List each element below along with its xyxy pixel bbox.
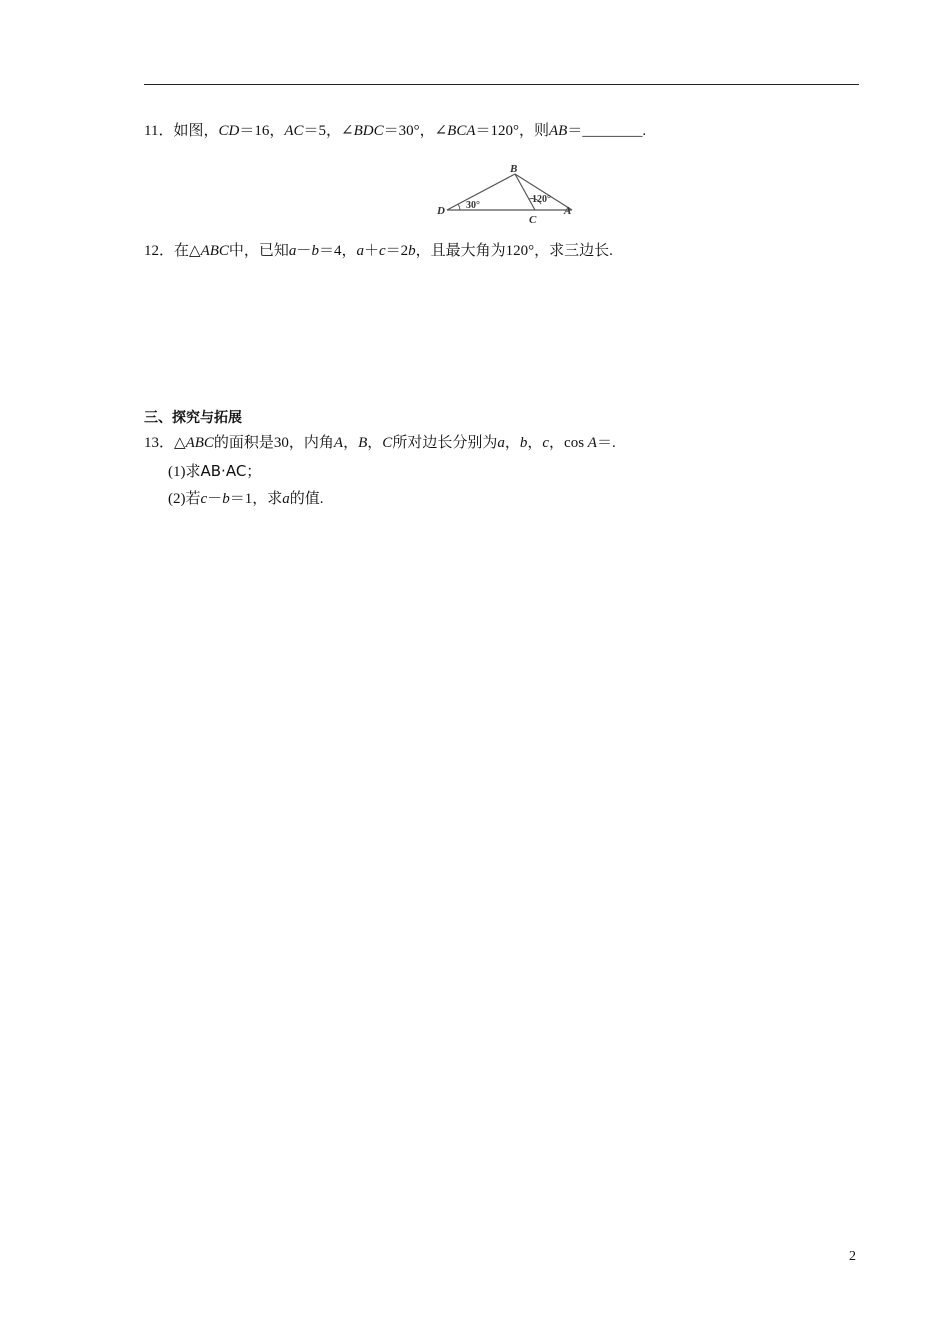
- page-number: 2: [849, 1249, 856, 1264]
- question-13-part-1: (1)求AB·AC；: [168, 462, 262, 480]
- question-11: 11．如图，CD＝16，AC＝5，∠BDC＝30°，∠BCA＝120°，则AB＝________.: [144, 123, 647, 139]
- question-13-part-2: (2)若c－b＝1，求a的值.: [168, 491, 324, 507]
- question-13: 13．△ABC的面积是30，内角A，B，C所对边长分别为a，b，c，cos A＝.: [144, 435, 616, 451]
- header-rule: [144, 84, 859, 85]
- section-heading: 三、探究与拓展: [144, 410, 242, 426]
- vector-product: AB·AC: [200, 462, 247, 480]
- angle-d-label: 30°: [466, 200, 480, 211]
- triangle-figure: [425, 160, 585, 230]
- question-12: 12．在△ABC中，已知a－b＝4，a＋c＝2b，且最大角为120°，求三边长.: [144, 243, 613, 259]
- label-a: A: [564, 205, 572, 217]
- label-d: D: [437, 205, 445, 217]
- angle-c-label: 120°: [532, 194, 551, 205]
- label-c: C: [529, 214, 537, 226]
- label-b: B: [510, 163, 518, 175]
